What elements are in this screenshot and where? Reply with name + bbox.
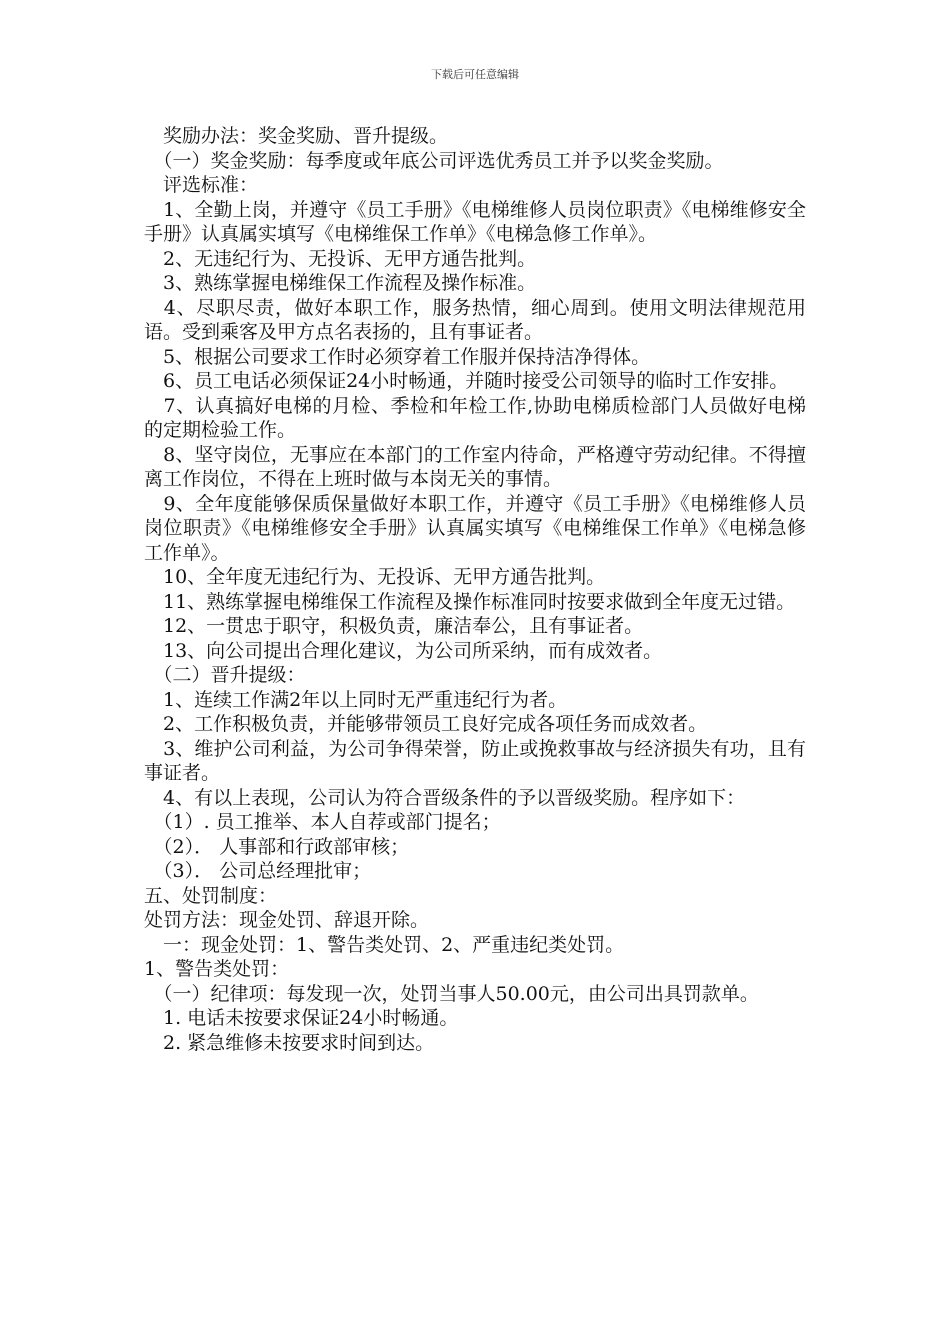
paragraph: 4、尽职尽责，做好本职工作，服务热情，细心周到。使用文明法律规范用语。受到乘客及甲方点名表扬的，且有事证者。 — [144, 296, 806, 343]
paragraph: 一：现金处罚：1、警告类处罚、2、严重违纪类处罚。 — [144, 933, 625, 956]
paragraph: 8、坚守岗位，无事应在本部门的工作室内待命，严格遵守劳动纪律。不得擅离工作岗位，不得在上班时做与本岗无关的事情。 — [144, 443, 806, 490]
paragraph: 2、无违纪行为、无投诉、无甲方通告批判。 — [144, 247, 537, 270]
paragraph: 奖励办法：奖金奖励、晋升提级。 — [144, 125, 449, 147]
paragraph: （一）纪律项：每发现一次，处罚当事人50.00元，由公司出具罚款单。 — [144, 982, 759, 1005]
paragraph: 评选标准： — [144, 174, 259, 196]
paragraph: 7、认真搞好电梯的月检、季检和年检工作,协助电梯质检部门人员做好电梯的定期检验工作。 — [144, 394, 806, 441]
paragraph: 2. 紧急维修未按要求时间到达。 — [144, 1031, 435, 1054]
document-body — [144, 124, 806, 1055]
paragraph: 9、全年度能够保质保量做好本职工作，并遵守《员工手册》《电梯维修人员岗位职责》《电梯维修安全手册》认真属实填写《电梯维保工作单》《电梯急修工作单》。 — [144, 492, 806, 564]
paragraph: 4、有以上表现，公司认为符合晋级条件的予以晋级奖励。程序如下： — [144, 786, 746, 809]
paragraph: 3、维护公司利益，为公司争得荣誉，防止或挽救事故与经济损失有功，且有事证者。 — [144, 737, 806, 784]
paragraph: 11、熟练掌握电梯维保工作流程及操作标准同时按要求做到全年度无过错。 — [144, 590, 796, 613]
paragraph: （2）． 人事部和行政部审核； — [144, 835, 410, 858]
paragraph: （1）. 员工推举、本人自荐或部门提名； — [144, 811, 501, 833]
paragraph: （3）． 公司总经理批审； — [144, 860, 372, 882]
paragraph: 12、一贯忠于职守，积极负责，廉洁奉公，且有事证者。 — [144, 615, 644, 637]
paragraph: 3、熟练掌握电梯维保工作流程及操作标准。 — [144, 272, 537, 294]
paragraph: 13、向公司提出合理化建议，为公司所采纳，而有成效者。 — [144, 639, 663, 662]
paragraph: 1、连续工作满2年以上同时无严重违纪行为者。 — [144, 688, 568, 711]
paragraph: 处罚方法：现金处罚、辞退开除。 — [144, 909, 430, 931]
paragraph: 1、全勤上岗，并遵守《员工手册》《电梯维修人员岗位职责》《电梯维修安全手册》认真属实填写《电梯维保工作单》《电梯急修工作单》。 — [144, 198, 806, 245]
paragraph: 10、全年度无违纪行为、无投诉、无甲方通告批判。 — [144, 566, 606, 588]
paragraph: 6、员工电话必须保证24小时畅通，并随时接受公司领导的临时工作安排。 — [144, 370, 789, 392]
paragraph: 五、处罚制度： — [144, 884, 278, 907]
paragraph: （一）奖金奖励：每季度或年底公司评选优秀员工并予以奖金奖励。 — [144, 149, 724, 172]
paragraph: （二）晋升提级： — [144, 664, 306, 686]
paragraph: 1、警告类处罚： — [144, 958, 290, 980]
paragraph: 5、根据公司要求工作时必须穿着工作服并保持洁净得体。 — [144, 345, 651, 368]
page-header: 下载后可任意编辑 — [431, 68, 519, 81]
paragraph: 1. 电话未按要求保证24小时畅通。 — [144, 1007, 459, 1029]
paragraph: 2、工作积极负责，并能够带领员工良好完成各项任务而成效者。 — [144, 713, 708, 735]
